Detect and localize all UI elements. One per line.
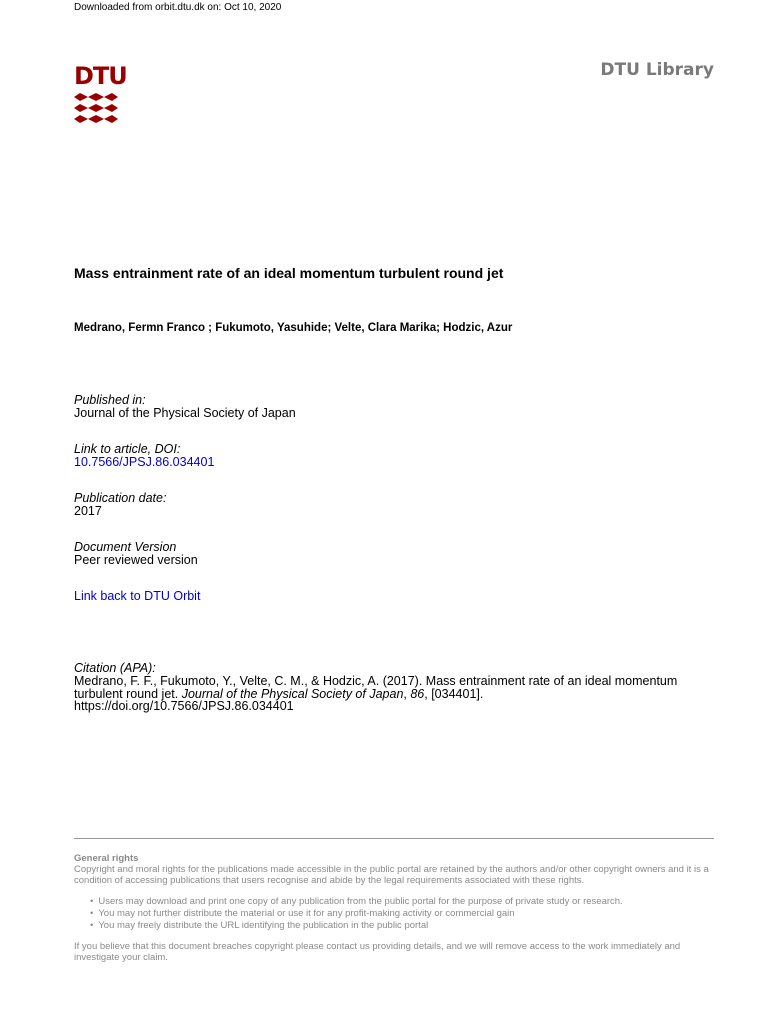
date-value: 2017 bbox=[74, 504, 102, 518]
version-value: Peer reviewed version bbox=[74, 553, 198, 567]
doi-link[interactable]: 10.7566/JPSJ.86.034401 bbox=[74, 455, 215, 469]
published-value: Journal of the Physical Society of Japan bbox=[74, 406, 296, 420]
rights-bullet: • You may not further distribute the material or use it for any profit-making activity or commercial gain bbox=[90, 908, 716, 920]
dtu-orbit-link[interactable]: Link back to DTU Orbit bbox=[74, 589, 201, 603]
dtu-logo bbox=[74, 62, 127, 127]
paper-title: Mass entrainment rate of an ideal momentum turbulent round jet bbox=[74, 265, 504, 281]
date-label: Publication date: bbox=[74, 491, 167, 505]
citation-volume: 86 bbox=[410, 686, 425, 701]
published-in-block bbox=[74, 394, 296, 420]
divider bbox=[74, 838, 714, 839]
dtu-logo-text: DTU bbox=[74, 62, 127, 90]
rights-intro: Copyright and moral rights for the publications made accessible in the public portal are retained by the authors and/or other copyright owners and it is a condition of accessing publications that users recognise and abide by the legal requirements associated with these rights. bbox=[74, 864, 709, 886]
paper-authors: Medrano, Fermn Franco ; Fukumoto, Yasuhide; Velte, Clara Marika; Hodzic, Azur bbox=[74, 322, 513, 334]
document-version-block bbox=[74, 541, 198, 567]
citation-main: Medrano, F. F., Fukumoto, Y., Velte, C. M., & Hodzic, A. (2017). Mass entrainment rate of an ideal momentum turbulent round jet. bbox=[74, 674, 678, 701]
published-label: Published in: bbox=[74, 393, 146, 407]
general-rights-section bbox=[74, 853, 716, 963]
citation-text bbox=[74, 675, 714, 700]
rights-heading: General rights bbox=[74, 853, 139, 864]
citation-journal: Journal of the Physical Society of Japan bbox=[181, 686, 404, 701]
dtu-library-label: DTU Library bbox=[600, 60, 714, 80]
citation-url: https://doi.org/10.7566/JPSJ.86.034401 bbox=[74, 699, 294, 713]
citation-label: Citation (APA): bbox=[74, 661, 156, 675]
citation-comma: , bbox=[403, 686, 407, 701]
publication-date-block bbox=[74, 492, 166, 518]
citation-block bbox=[74, 662, 714, 713]
dtu-logo-icon bbox=[74, 93, 118, 127]
version-label: Document Version bbox=[74, 540, 177, 554]
doi-block bbox=[74, 443, 214, 469]
rights-bullet: • Users may download and print one copy of any publication from the public portal for the purpose of private study or research. bbox=[90, 896, 716, 908]
rights-footer: If you believe that this document breaches copyright please contact us providing details, and we will remove access to the work immediately and investigate your claim. bbox=[74, 941, 681, 964]
rights-bullet: • You may freely distribute the URL identifying the publication in the public portal bbox=[90, 920, 716, 932]
citation-pages: , [034401]. bbox=[424, 686, 484, 701]
doi-label: Link to article, DOI: bbox=[74, 442, 181, 456]
download-note: Downloaded from orbit.dtu.dk on: Oct 10, 2020 bbox=[74, 2, 282, 13]
rights-list bbox=[90, 896, 716, 931]
